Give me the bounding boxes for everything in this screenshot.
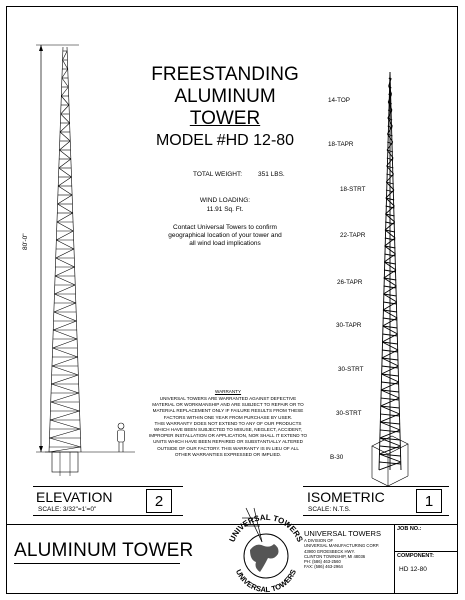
isometric-label: ISOMETRIC: [307, 489, 385, 505]
job-number-label: JOB NO.:: [397, 526, 422, 532]
title-line-2: ALUMINUM: [174, 86, 276, 107]
wind-loading-value: 11.91 Sq. Ft.: [206, 206, 244, 213]
segment-label: 30-STRT: [336, 410, 362, 417]
contact-line-3: all wind load implications: [189, 240, 261, 247]
job-info-cell: [394, 524, 458, 594]
height-dimension-label: 80'-0": [22, 233, 29, 250]
weight-value: 351 LBS.: [258, 171, 285, 178]
elevation-view-number: 2: [146, 489, 172, 513]
weight-label: TOTAL WEIGHT:: [193, 171, 242, 178]
company-address: A DIVISION OF UNIVERSAL MANUFACTURING CORP. 43900 GROESBECK HWY. CLINTON TOWNSHIP, MI 48036 PH: (586) 463-2560 FAX: (586) 463-2964: [304, 538, 380, 570]
elevation-scale: SCALE: 3/32"=1'=0": [38, 506, 97, 513]
segment-label: 14-TOP: [328, 97, 350, 104]
company-name: UNIVERSAL TOWERS: [304, 529, 381, 538]
contact-line-1: Contact Universal Towers to confirm: [173, 224, 277, 231]
segment-label: 18-TAPR: [328, 141, 354, 148]
contact-line-2: geographical location of your tower and: [168, 232, 282, 239]
component-value: HD 12-80: [399, 566, 427, 573]
drawing-title: ALUMINUM TOWER: [14, 540, 194, 561]
title-underline: [14, 563, 180, 564]
segment-label: 26-TAPR: [337, 279, 363, 286]
warranty-heading: WARRANTY: [214, 389, 242, 394]
model-number: MODEL #HD 12-80: [155, 132, 295, 149]
wind-loading-label: WIND LOADING:: [199, 197, 251, 204]
title-line-3: TOWER: [189, 108, 261, 129]
universal-towers-logo: [222, 504, 308, 594]
elevation-label: ELEVATION: [36, 489, 113, 505]
segment-label: 18-STRT: [340, 186, 366, 193]
isometric-view-number: 1: [416, 489, 442, 513]
title-line-1: FREESTANDING: [151, 64, 299, 85]
isometric-scale: SCALE: N.T.S.: [308, 506, 351, 513]
logo-text-top: UNIVERSAL TOWERS: [227, 512, 305, 544]
cell-divider: [394, 551, 458, 552]
segment-label: 22-TAPR: [340, 232, 366, 239]
segment-label: 30-STRT: [338, 366, 364, 373]
component-label: COMPONENT:: [397, 553, 434, 559]
warranty-text: UNIVERSAL TOWERS ARE WARRANTED AGAINST DEFECTIVE MATERIAL OR WORKMANSHIP AND ARE SUBJECT TO REPAIR OR TO MATERIAL REPLACEMENT ONLY IF FAILURE RESULTS FROM THESE FACTORS WITHIN ONE YEAR FROM PURCHASE BY USER. THIS WARRANTY DOES NOT EXTEND TO ANY OF OUR PRODUCTS WHICH HAVE BEEN SUBJECTED TO MISUSE, NEGLECT, ACCIDENT, IMPROPER INSTALLATION OR APPLICATION, NOR SHALL IT EXTEND TO UNITS WHICH HAVE BEEN REPAIRED OR SUBSTANTIALLY ALTERED OUTSIDE OF OUR FACTORY. THIS WARRANTY IS IN LIEU OF ALL OTHER WARRANTIES EXPRESSED OR IMPLIED.: [148, 396, 308, 457]
logo-text-bottom: UNIVERSAL TOWERS: [233, 567, 299, 594]
segment-label: B-30: [330, 454, 344, 461]
segment-label: 30-TAPR: [336, 322, 362, 329]
